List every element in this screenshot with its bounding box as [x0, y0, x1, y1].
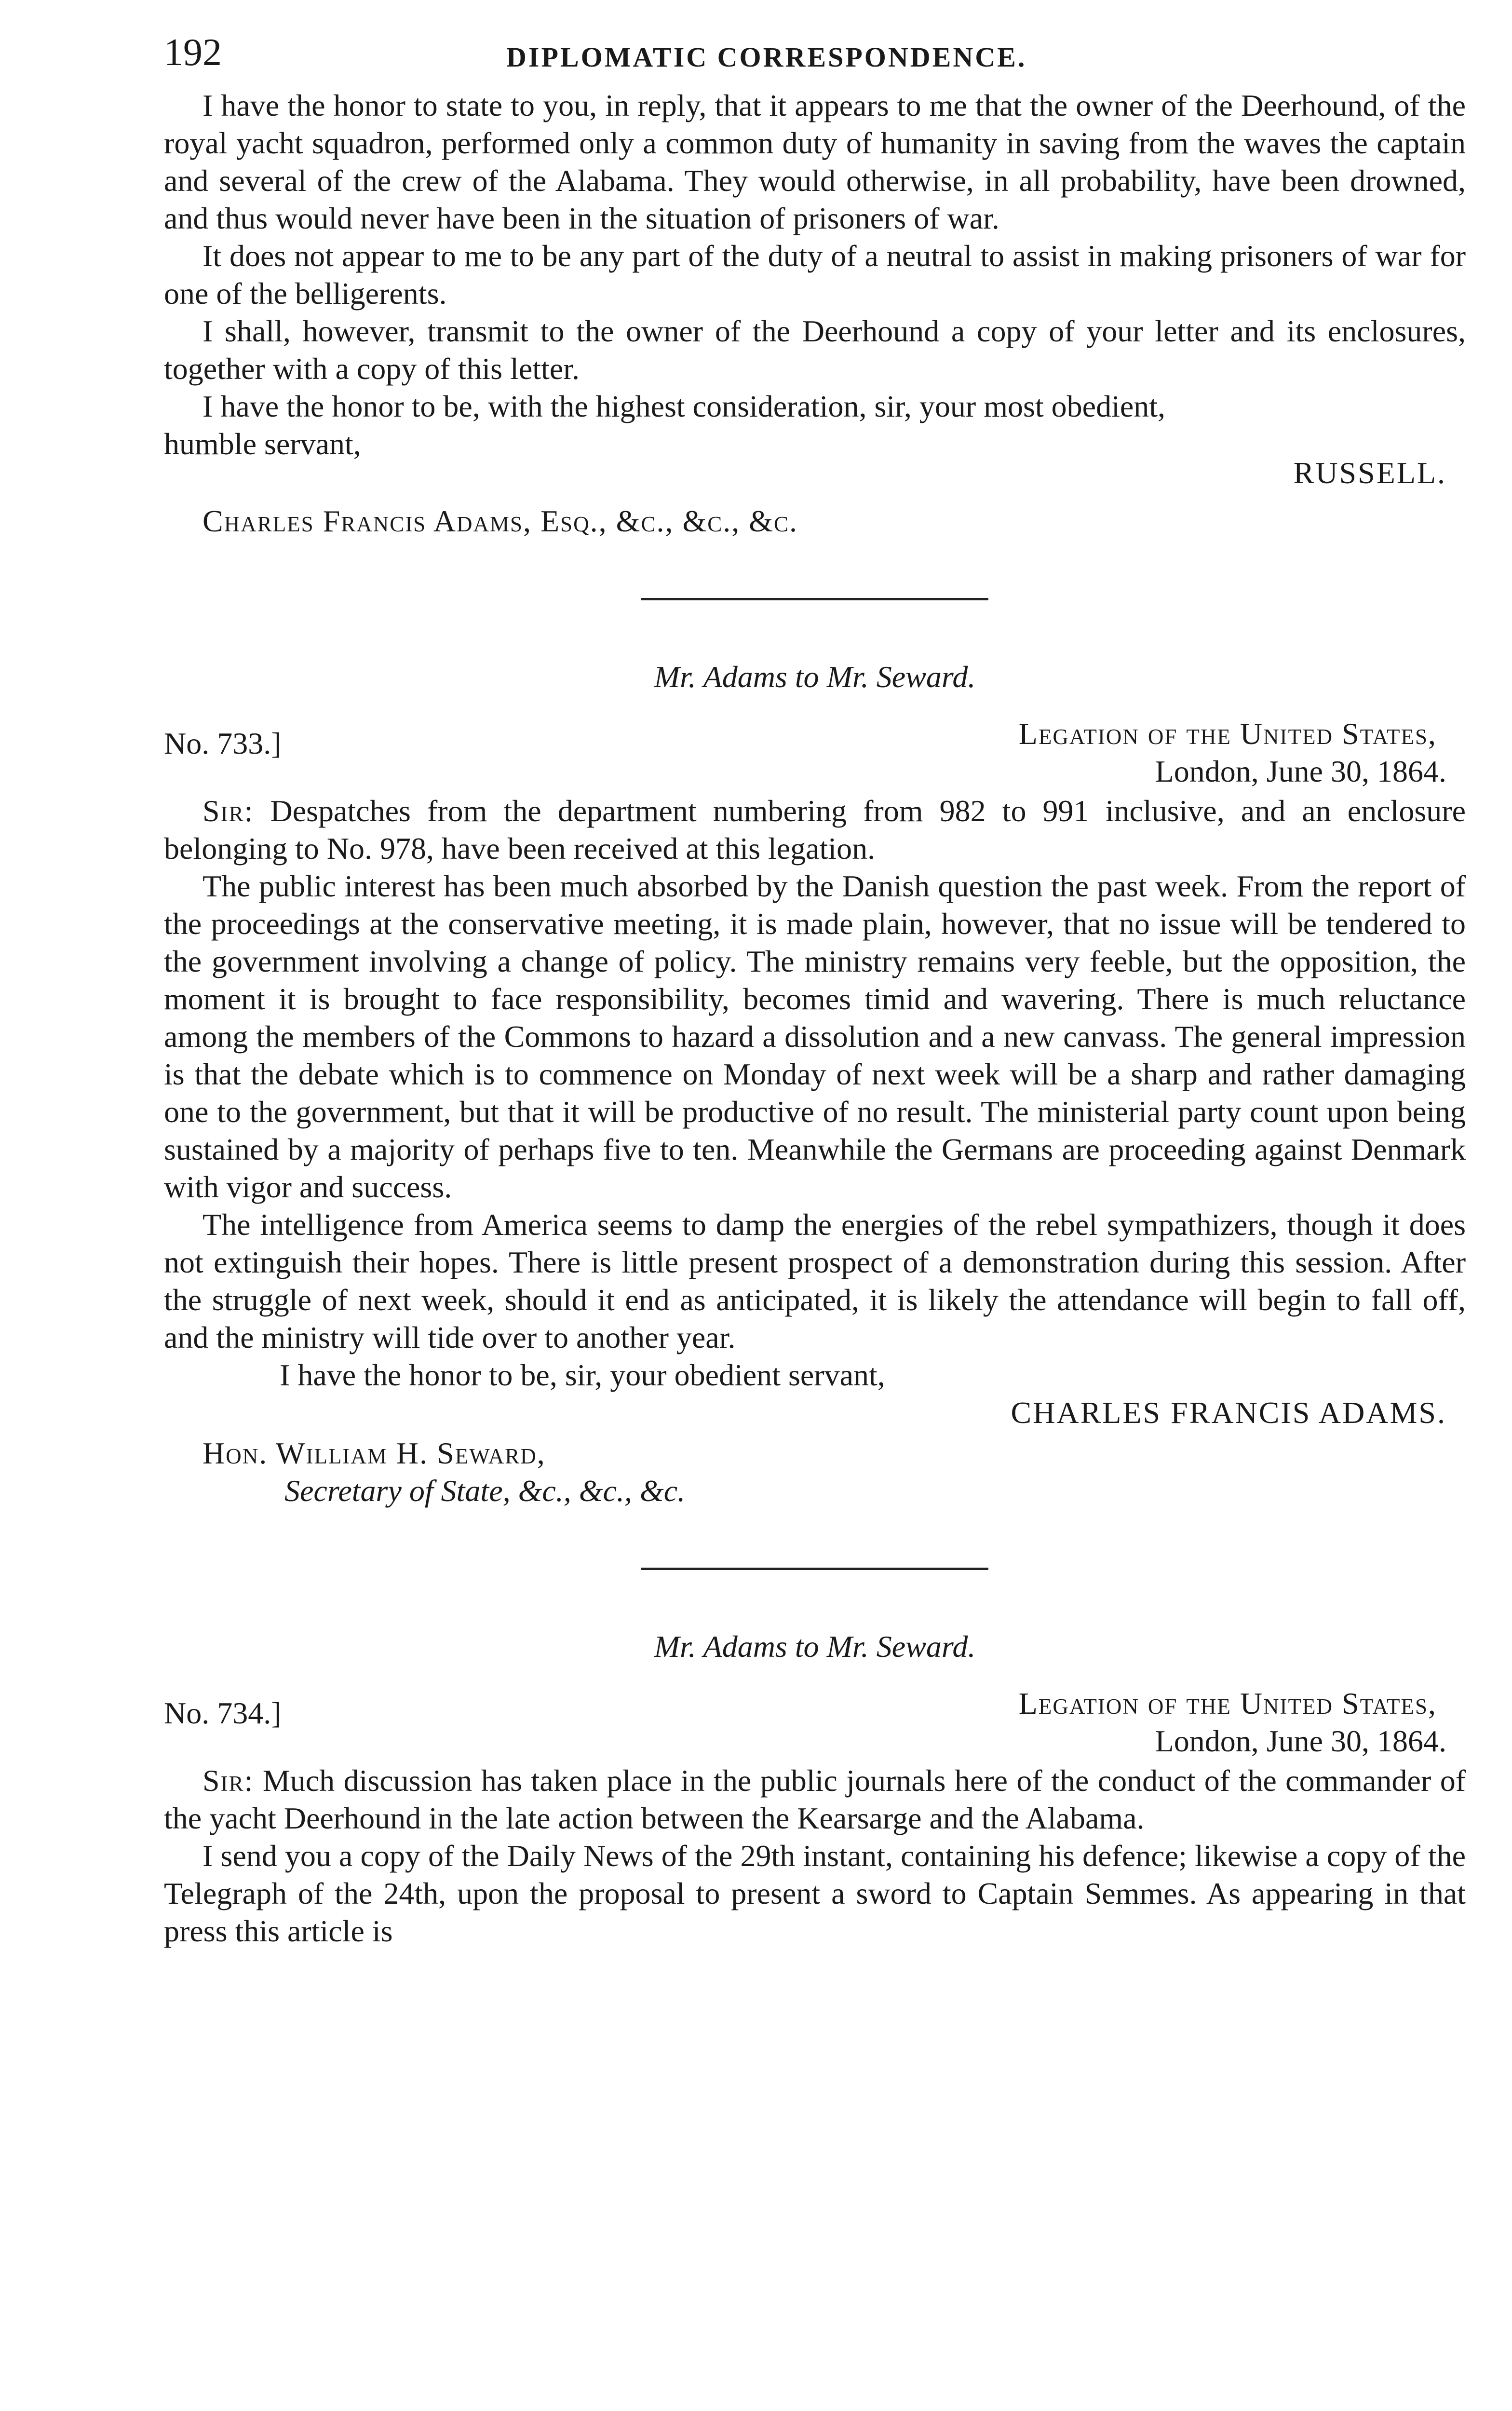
signature: RUSSELL.: [1293, 456, 1446, 490]
paragraph: I shall, however, transmit to the owner of the Deerhound a copy of your letter and its enclosures, together with a copy of this letter.: [164, 314, 1466, 386]
salutation: Sir:: [202, 794, 254, 828]
paragraph: The intelligence from America seems to damp the energies of the rebel sympathizers, though it does not extinguish their hopes. There is little present prospect of a demonstration during this session. After the struggle of next week, should it end as anticipated, it is likely the attendance will begin to fall off, and the ministry will tide over to another year.: [164, 1207, 1466, 1354]
paragraph: The public interest has been much absorbed by the Danish question the past week. From the report of the proceedings at the conservative meeting, it is made plain, however, that no issue will be tendered to the government involving a change of policy. The ministry remains very feeble, but the opposition, the moment it is brought to face responsibility, becomes timid and wavering. There is much reluctance among the members of the Commons to hazard a dissolution and a new canvass. The general impression is that the debate which is to commence on Monday of next week will be a sharp and rather damaging one to the government, but that it will be productive of no result. The ministerial party count upon being sustained by a majority of perhaps five to ten. Meanwhile the Germans are proceeding against Denmark with vigor and success.: [164, 869, 1466, 1204]
signature: CHARLES FRANCIS ADAMS.: [1011, 1395, 1446, 1430]
place-date: London, June 30, 1864.: [1155, 1724, 1446, 1758]
letter-733: [164, 658, 1466, 1510]
paragraph: I have the honor to state to you, in reply, that it appears to me that the owner of the Deerhound, of the royal yacht squadron, performed only a common duty of humanity in saving from the waves the captain and several of the crew of the Alabama. They would otherwise, in all probability, have been drowned, and thus would never have been in the situation of prisoners of war.: [164, 88, 1466, 235]
despatch-number: No. 734.]: [164, 1696, 282, 1730]
paragraph: It does not appear to me to be any part of the duty of a neutral to assist in making prisoners of war for one of the belligerents.: [164, 239, 1466, 311]
document-page: [164, 29, 1466, 1950]
salutation: Sir:: [202, 1763, 254, 1798]
letter-734: [164, 1628, 1466, 1950]
letter-russell: [164, 87, 1466, 540]
letter-heading: Mr. Adams to Mr. Seward.: [654, 1629, 976, 1664]
paragraph: I send you a copy of the Daily News of the 29th instant, containing his defence; likewise a copy of the Telegraph of the 24th, upon the proposal to present a sword to Captain Semmes. As appearing in that press this article is: [164, 1839, 1466, 1948]
running-title: DIPLOMATIC CORRESPONDENCE.: [506, 41, 1027, 73]
paragraph: [164, 1762, 1466, 1837]
despatch-number: No. 733.]: [164, 726, 282, 760]
addressee-name: Charles Francis Adams, Esq., &c., &c., &c.: [202, 504, 798, 538]
closing: [164, 425, 1466, 502]
page-number: 192: [164, 31, 222, 74]
paragraph: [164, 792, 1466, 867]
closing-line: humble servant,: [164, 427, 361, 461]
paragraph: I have the honor to be, sir, your obedient servant,: [280, 1358, 885, 1392]
paragraph-text: Much discussion has taken place in the public journals here of the conduct of the commander of the yacht Deerhound in the late action between the Kearsarge and the Alabama.: [164, 1763, 1466, 1835]
paragraph: I have the honor to be, with the highest consideration, sir, your most obedient,: [202, 389, 1166, 423]
section-divider: [641, 598, 988, 600]
addressee-title: Secretary of State, &c., &c., &c.: [284, 1474, 686, 1508]
legation-line: Legation of the United States,: [1018, 717, 1437, 751]
letter-heading: Mr. Adams to Mr. Seward.: [654, 660, 976, 694]
paragraph-text: Despatches from the department numbering from 982 to 991 inclusive, and an enclosure belonging to No. 978, have been received at this legation.: [164, 794, 1466, 866]
addressee-name: Hon. William H. Seward,: [202, 1436, 546, 1470]
dateline: [164, 715, 1466, 792]
running-head: [164, 29, 1466, 87]
addressee: [202, 1435, 1466, 1472]
addressee: [202, 502, 1466, 540]
section-divider: [641, 1568, 988, 1570]
dateline: [164, 1685, 1466, 1762]
place-date: London, June 30, 1864.: [1155, 754, 1446, 788]
legation-line: Legation of the United States,: [1018, 1686, 1437, 1720]
